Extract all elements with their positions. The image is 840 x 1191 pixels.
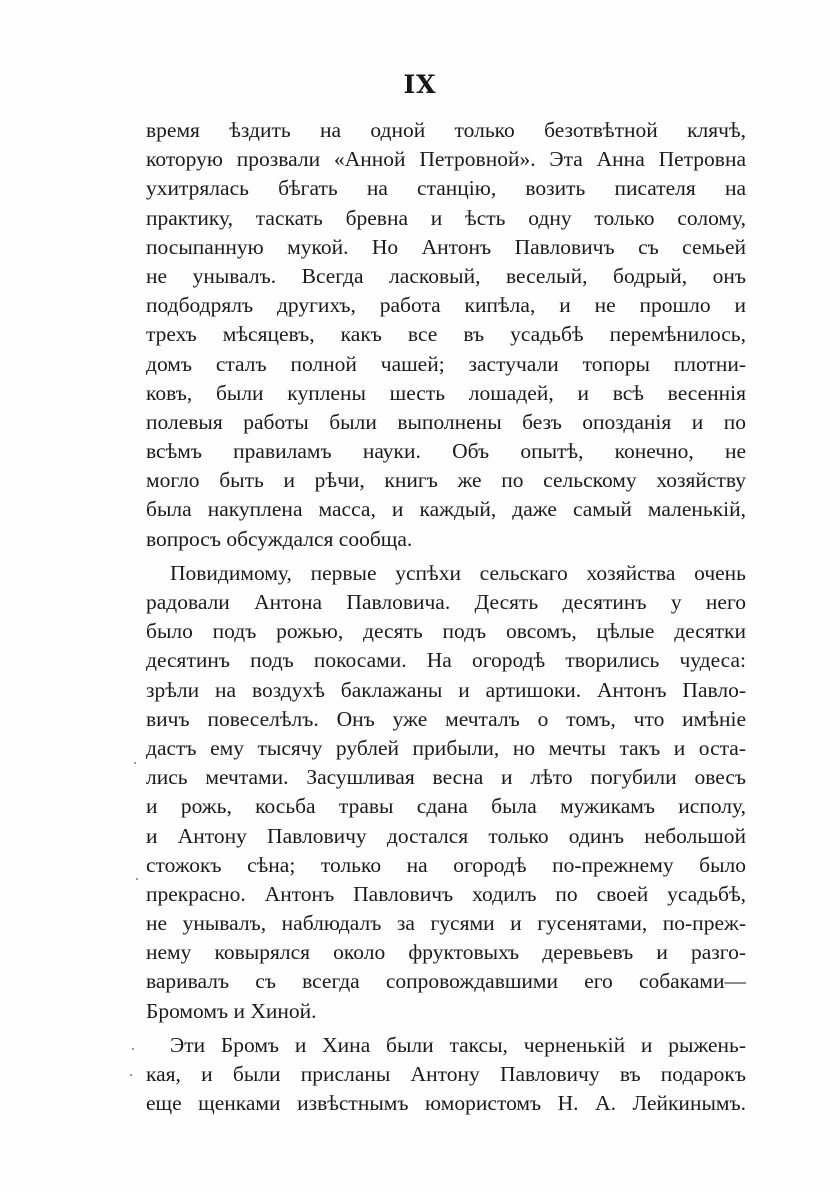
text-line: десятинъ подъ покосами. На огородѣ творились чудеса: <box>146 648 746 673</box>
text-line: практику, таскать бревна и ѣсть одну только солому, <box>146 205 746 230</box>
text-line: была накуплена масса, и каждый, даже самый маленькій, <box>146 497 746 522</box>
text-line: не унывалъ, наблюдалъ за гусями и гусенятами, по-преж- <box>146 911 746 936</box>
text-line: прекрасно. Антонъ Павловичъ ходилъ по своей усадьбѣ, <box>146 881 746 906</box>
scan-speck <box>132 1048 134 1050</box>
body-text <box>146 116 746 1118</box>
text-line: кая, и были присланы Антону Павловичу въ подарокъ <box>146 1062 746 1086</box>
text-line-paragraph-end: вопросъ обсуждался сообща. <box>146 526 413 551</box>
text-line: вичъ повеселѣлъ. Онъ уже мечталъ о томъ, что имѣніе <box>146 706 746 731</box>
text-line: и рожь, косьба травы сдана была мужикамъ исполу, <box>146 794 746 819</box>
text-line-paragraph-end: Бромомъ и Хиной. <box>146 998 317 1023</box>
text-line: ухитрялась бѣгать на станцію, возить писателя на <box>146 176 746 201</box>
scan-speck <box>130 1074 132 1076</box>
text-line: лись мечтами. Засушливая весна и лѣто погубили овесъ <box>146 765 746 790</box>
text-line: и Антону Павловичу достался только одинъ небольшой <box>146 823 746 848</box>
text-line: радовали Антона Павловича. Десять десятинъ у него <box>146 590 746 614</box>
scan-speck <box>136 878 138 880</box>
page-number: IX <box>403 70 437 99</box>
text-line: ковъ, были куплены шесть лошадей, и всѣ весеннія <box>146 380 746 405</box>
text-line: подбодрялъ другихъ, работа кипѣла, и не прошло и <box>146 293 746 318</box>
text-line: трехъ мѣсяцевъ, какъ все въ усадьбѣ перемѣнилось, <box>146 322 746 347</box>
text-line: дастъ ему тысячу рублей прибыли, но мечты такъ и оста- <box>146 735 746 760</box>
text-line: нему ковырялся около фруктовыхъ деревьевъ и разго- <box>146 940 746 965</box>
text-line: было подъ рожью, десять подъ овсомъ, цѣлые десятки <box>146 619 746 644</box>
text-line: домъ сталъ полной чашей; застучали топоры плотни- <box>146 351 746 376</box>
text-line: стожокъ сѣна; только на огородѣ по-прежнему было <box>146 852 746 877</box>
text-line: время ѣздить на одной только безотвѣтной клячѣ, <box>146 118 746 142</box>
text-line: полевыя работы были выполнены безъ опозданія и по <box>146 409 746 434</box>
text-line: варивалъ съ всегда сопровождавшими его собаками— <box>146 969 746 994</box>
text-line: еще щенками извѣстнымъ юмористомъ Н. А. Лейкинымъ. <box>146 1091 746 1116</box>
text-line: зрѣли на воздухѣ баклажаны и артишоки. Антонъ Павло- <box>146 677 746 702</box>
text-line: посыпанную мукой. Но Антонъ Павловичъ съ семьей <box>146 234 746 259</box>
text-line: которую прозвали «Анной Петровной». Эта Анна Петровна <box>146 147 746 172</box>
text-line-paragraph-start: Повидимому, первые успѣхи сельскаго хозяйства очень <box>170 560 746 585</box>
scan-speck <box>134 762 136 764</box>
text-line-paragraph-start: Эти Бромъ и Хина были таксы, черненькій и рыжень- <box>170 1032 746 1057</box>
text-line: могло быть и рѣчи, книгъ же по сельскому хозяйству <box>146 468 746 493</box>
text-line: не унывалъ. Всегда ласковый, веселый, бодрый, онъ <box>146 263 746 288</box>
text-line: всѣмъ правиламъ науки. Объ опытѣ, конечно, не <box>146 439 746 464</box>
